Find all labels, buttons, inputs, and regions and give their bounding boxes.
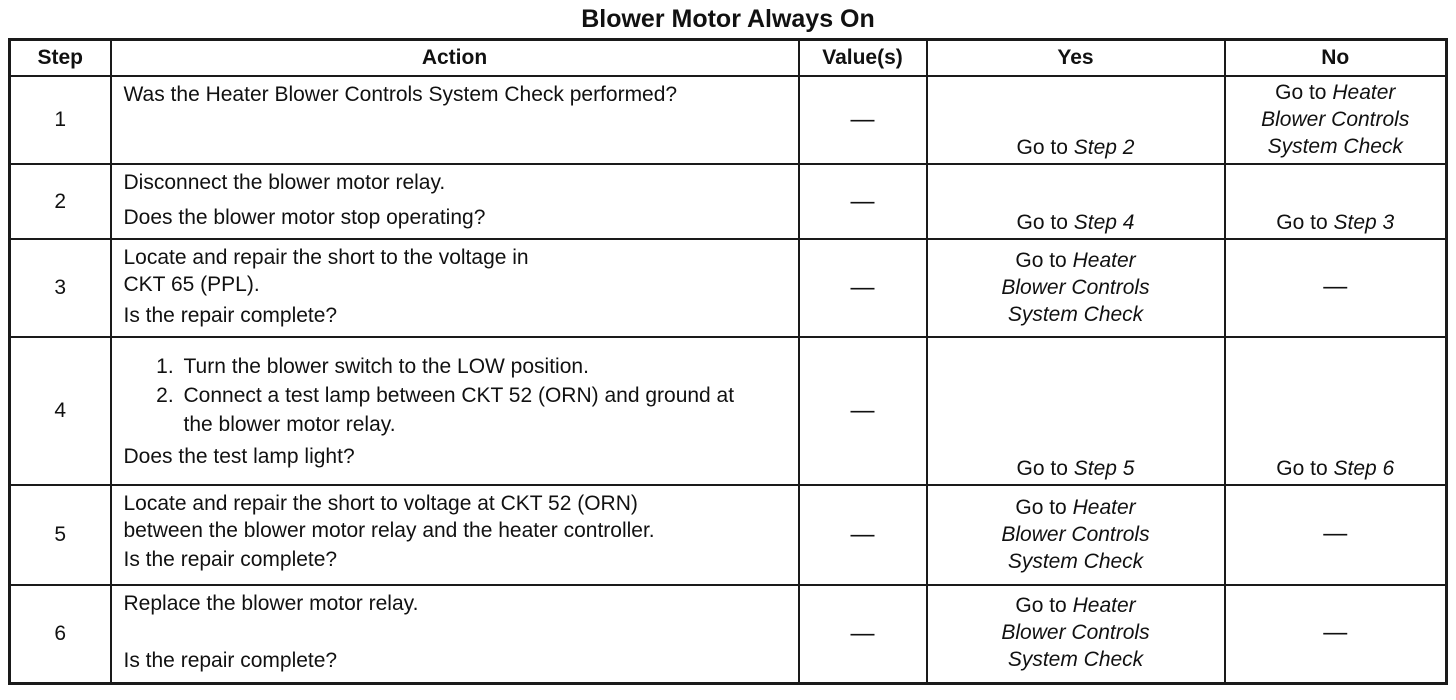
goto-link[interactable]: Blower Controls (1001, 522, 1150, 546)
table-row (10, 164, 1447, 239)
step-number: 3 (10, 239, 111, 337)
action-question: Is the repair complete? (123, 304, 338, 327)
no-cell: Go to Step 3 (1225, 164, 1447, 239)
goto-link[interactable]: Blower Controls (1001, 621, 1150, 645)
value-cell: — (799, 239, 927, 337)
action-question: Does the test lamp light? (123, 445, 355, 468)
goto-link[interactable]: System Check (1007, 302, 1144, 326)
header-yes: Yes (927, 40, 1225, 77)
action-cell (111, 239, 799, 337)
header-row (10, 40, 1447, 77)
no-cell: — (1225, 585, 1447, 683)
header-action: Action (111, 40, 799, 77)
goto-link[interactable]: Heater (1072, 594, 1136, 618)
goto-link[interactable]: System Check (1267, 134, 1403, 158)
no-cell: Go to Step 6 (1225, 337, 1447, 485)
goto-link[interactable]: Heater (1072, 248, 1136, 272)
value-cell: — (799, 164, 927, 239)
page-title: Blower Motor Always On (581, 5, 875, 33)
step-number: 5 (10, 485, 111, 585)
header-values: Value(s) (799, 40, 927, 77)
yes-cell: Go to Step 2 (927, 76, 1225, 164)
table-row (10, 485, 1447, 585)
action-text: Was the Heater Blower Controls System Check performed? (123, 83, 678, 106)
action-text: Disconnect the blower motor relay. (123, 171, 446, 194)
goto-link[interactable]: Blower Controls (1261, 107, 1410, 131)
header-no: No (1225, 40, 1447, 77)
table-row (10, 585, 1447, 683)
step-number: 4 (10, 337, 111, 485)
list-item: 2. Connect a test lamp between CKT 52 (ORN) and ground at the blower motor relay. (180, 381, 744, 439)
value-cell: — (799, 337, 927, 485)
step-number: 6 (10, 585, 111, 683)
action-cell (111, 585, 799, 683)
action-cell (111, 164, 799, 239)
no-cell: Go to Heater Blower Controls System Check (1225, 76, 1447, 164)
goto-link[interactable]: Step 4 (1073, 211, 1135, 234)
action-text: Locate and repair the short to the voltage in CKT 65 (PPL). (123, 246, 529, 296)
action-text: Replace the blower motor relay. (123, 592, 419, 615)
goto-link[interactable]: System Check (1007, 549, 1144, 573)
value-cell: — (799, 485, 927, 585)
step-number: 1 (10, 76, 111, 164)
goto-link[interactable]: Blower Controls (1001, 275, 1150, 299)
goto-link[interactable]: Step 3 (1333, 211, 1395, 234)
no-cell: — (1225, 485, 1447, 585)
yes-cell: Go to Step 4 (927, 164, 1225, 239)
action-cell (111, 76, 799, 164)
goto-link[interactable]: Step 6 (1333, 457, 1395, 480)
value-cell: — (799, 76, 927, 164)
action-cell (111, 485, 799, 585)
table-row (10, 337, 1447, 485)
step-number: 2 (10, 164, 111, 239)
diagnostic-table (8, 38, 1448, 685)
yes-cell: Go to Step 5 (927, 337, 1225, 485)
action-question: Is the repair complete? (123, 548, 338, 571)
procedure-list (124, 352, 788, 439)
goto-link[interactable]: Heater (1072, 495, 1136, 519)
goto-link[interactable]: Heater (1332, 80, 1396, 104)
action-question: Is the repair complete? (123, 649, 338, 672)
table-row (10, 239, 1447, 337)
table-row (10, 76, 1447, 164)
action-question: Does the blower motor stop operating? (123, 206, 486, 229)
goto-link[interactable]: Step 2 (1073, 136, 1135, 159)
value-cell: — (799, 585, 927, 683)
no-cell: — (1225, 239, 1447, 337)
yes-cell: Go to Heater Blower Controls System Check (927, 485, 1225, 585)
yes-cell: Go to Heater Blower Controls System Check (927, 585, 1225, 683)
list-item: 1. Turn the blower switch to the LOW position. (180, 352, 788, 381)
header-step: Step (10, 40, 111, 77)
action-text: Locate and repair the short to voltage at CKT 52 (ORN) between the blower motor relay and the heater controller. (123, 492, 655, 542)
goto-link[interactable]: System Check (1007, 648, 1144, 672)
yes-cell: Go to Heater Blower Controls System Check (927, 239, 1225, 337)
action-cell (111, 337, 799, 485)
goto-link[interactable]: Step 5 (1073, 457, 1135, 480)
